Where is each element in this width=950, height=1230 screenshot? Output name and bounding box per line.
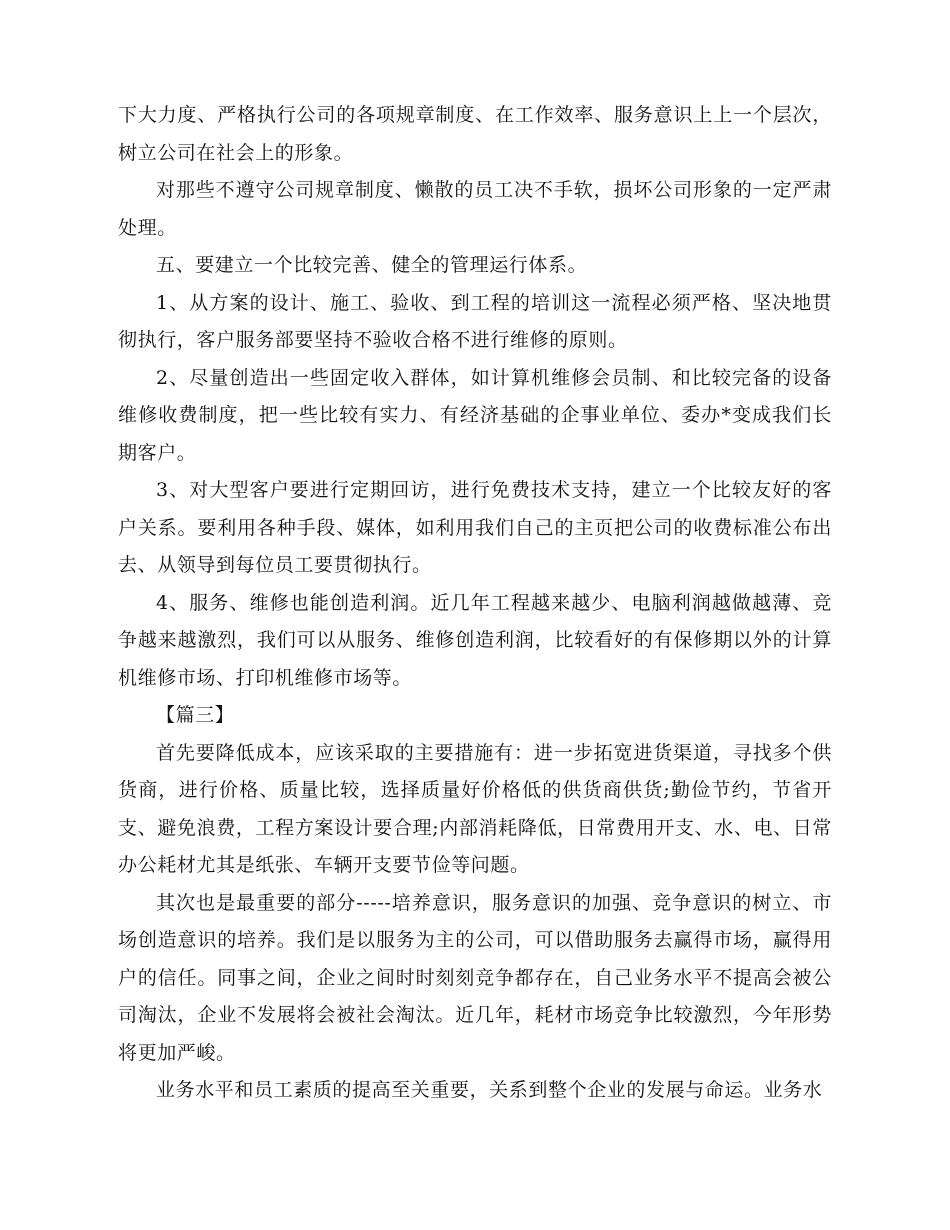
- section-heading-five: 五、要建立一个比较完善、健全的管理运行体系。: [156, 254, 588, 276]
- document-body: [118, 97, 832, 1110]
- list-item-1: 1、从方案的设计、施工、验收、到工程的培训这一流程必须严格、坚决地贯彻执行，客户服务部要坚持不验收合格不进行维修的原则。: [118, 291, 832, 351]
- paragraph-staff-quality: 业务水平和员工素质的提高至关重要，关系到整个企业的发展与命运。业务水: [156, 1079, 823, 1101]
- paragraph-discipline: 对那些不遵守公司规章制度、懒散的员工决不手软，损坏公司形象的一定严肃处理。: [118, 179, 832, 239]
- list-item-2: 2、尽量创造出一些固定收入群体，如计算机维修会员制、和比较完备的设备维修收费制度，把一些比较有实力、有经济基础的企事业单位、委办*变成我们长期客户。: [118, 366, 832, 464]
- section-title-part-three: 【篇三】: [156, 704, 235, 726]
- list-item-4: 4、服务、维修也能创造利润。近几年工程越来越少、电脑利润越做越薄、竞争越来越激烈，我们可以从服务、维修创造利润，比较看好的有保修期以外的计算机维修市场、打印机维修市场等。: [118, 591, 832, 689]
- paragraph-cost-reduction: 首先要降低成本，应该采取的主要措施有：进一步拓宽进货渠道，寻找多个供货商，进行价格、质量比较，选择质量好价格低的供货商供货;勤俭节约，节省开支、避免浪费，工程方案设计要合理;内部消耗降低，日常费用开支、水、电、日常办公耗材尤其是纸张、车辆开支要节俭等问题。: [118, 741, 832, 876]
- paragraph-continuation: 下大力度、严格执行公司的各项规章制度、在工作效率、服务意识上上一个层次，树立公司在社会上的形象。: [118, 104, 832, 164]
- paragraph-awareness: 其次也是最重要的部分-----培养意识，服务意识的加强、竞争意识的树立、市场创造意识的培养。我们是以服务为主的公司，可以借助服务去赢得市场，赢得用户的信任。同事之间，企业之间时时刻刻竞争都存在，自己业务水平不提高会被公司淘汰，企业不发展将会被社会淘汰。近几年，耗材市场竞争比较激烈，今年形势将更加严峻。: [118, 891, 832, 1064]
- list-item-3: 3、对大型客户要进行定期回访，进行免费技术支持，建立一个比较友好的客户关系。要利用各种手段、媒体，如利用我们自己的主页把公司的收费标准公布出去、从领导到每位员工要贯彻执行。: [118, 479, 832, 576]
